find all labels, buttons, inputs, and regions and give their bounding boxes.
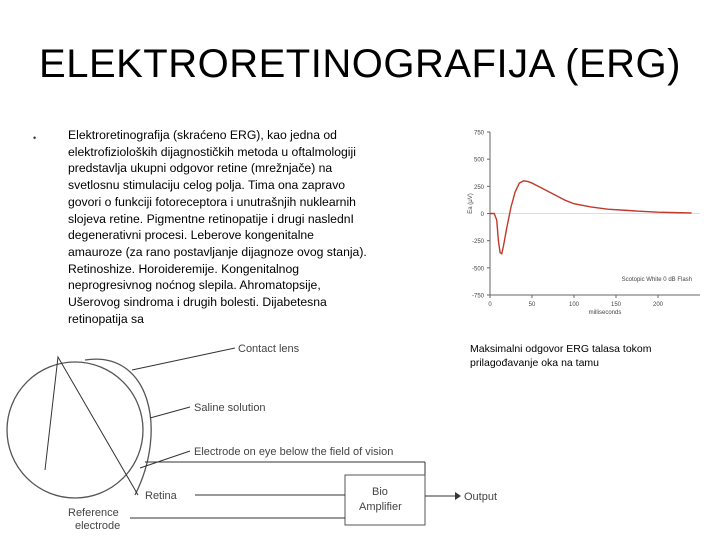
- y-tick-label: 750: [473, 130, 484, 137]
- x-tick-label: 200: [652, 302, 664, 308]
- saline-leader: [150, 407, 190, 418]
- erg-chart: [455, 120, 715, 325]
- retina-label: Retina: [145, 490, 177, 502]
- contact-lens-label: Contact lens: [238, 343, 300, 355]
- electrode-label: Electrode on eye below the field of vision: [194, 446, 394, 458]
- retina-leader: [45, 357, 138, 495]
- output-arrowhead: [455, 492, 461, 500]
- slide-title: ELEKTRORETINOGRAFIJA (ERG): [39, 42, 681, 86]
- x-axis-label: milliseconds: [588, 310, 622, 316]
- y-tick-label: 500: [473, 157, 484, 164]
- y-tick-label: -500: [471, 266, 484, 273]
- chart-annotation: Scotopic White 0 dB Flash: [621, 276, 692, 283]
- x-tick-label: 50: [528, 302, 536, 308]
- y-tick-label: -750: [471, 293, 484, 300]
- reference-label: Reference: [68, 507, 119, 519]
- erg-waveform: [490, 181, 692, 254]
- erg-diagram: [0, 330, 720, 540]
- body-paragraph: Elektroretinografija (skraćeno ERG), kao jedna od elektrofizioloških dijagnostičkih metoda u oftalmologiji predstavlja ukupni odgovor retine (mrežnjače) na svetlosnu stimulaciju celog polja. Tima ona zapravo govori o funkciji fotoreceptora i unutrašnjih nuklearnih slojeva retine. Pigmentne retinopatije i drugi naslednI degenerativni procesi. Leberove kongenitalne amauroze (za rano postavljanje dijagnoze ovog stanja). Retinoshize. Horoideremije. Kongenitalnog neprogresivnog noćnog slepila. Ahromatopsije, Ušerovog sindroma i drugih bolesti. Dijabetesna retinopatija sa: [68, 128, 367, 326]
- chart-caption: Maksimalni odgovor ERG talasa tokom prilagođavanje oka na tamu: [470, 343, 652, 369]
- saline-label: Saline solution: [194, 402, 266, 414]
- amplifier-label: Amplifier: [359, 501, 402, 513]
- bio-amplifier-box: [345, 475, 425, 525]
- y-axis-label: Ea (μV): [468, 193, 474, 214]
- x-tick-label: 0: [488, 302, 492, 308]
- bio-label: Bio: [372, 486, 388, 498]
- eye-circle: [7, 362, 143, 498]
- y-tick-label: 0: [480, 212, 484, 218]
- x-tick-label: 100: [568, 302, 580, 308]
- reference-electrode-label: electrode: [75, 520, 121, 532]
- x-tick-label: 150: [610, 302, 622, 308]
- contact-lens-shape: [85, 359, 151, 495]
- y-tick-label: 250: [473, 184, 484, 191]
- y-tick-label: -250: [471, 239, 484, 246]
- output-label: Output: [464, 491, 498, 503]
- contact-lens-leader: [132, 348, 235, 370]
- bullet-marker: •: [33, 133, 37, 143]
